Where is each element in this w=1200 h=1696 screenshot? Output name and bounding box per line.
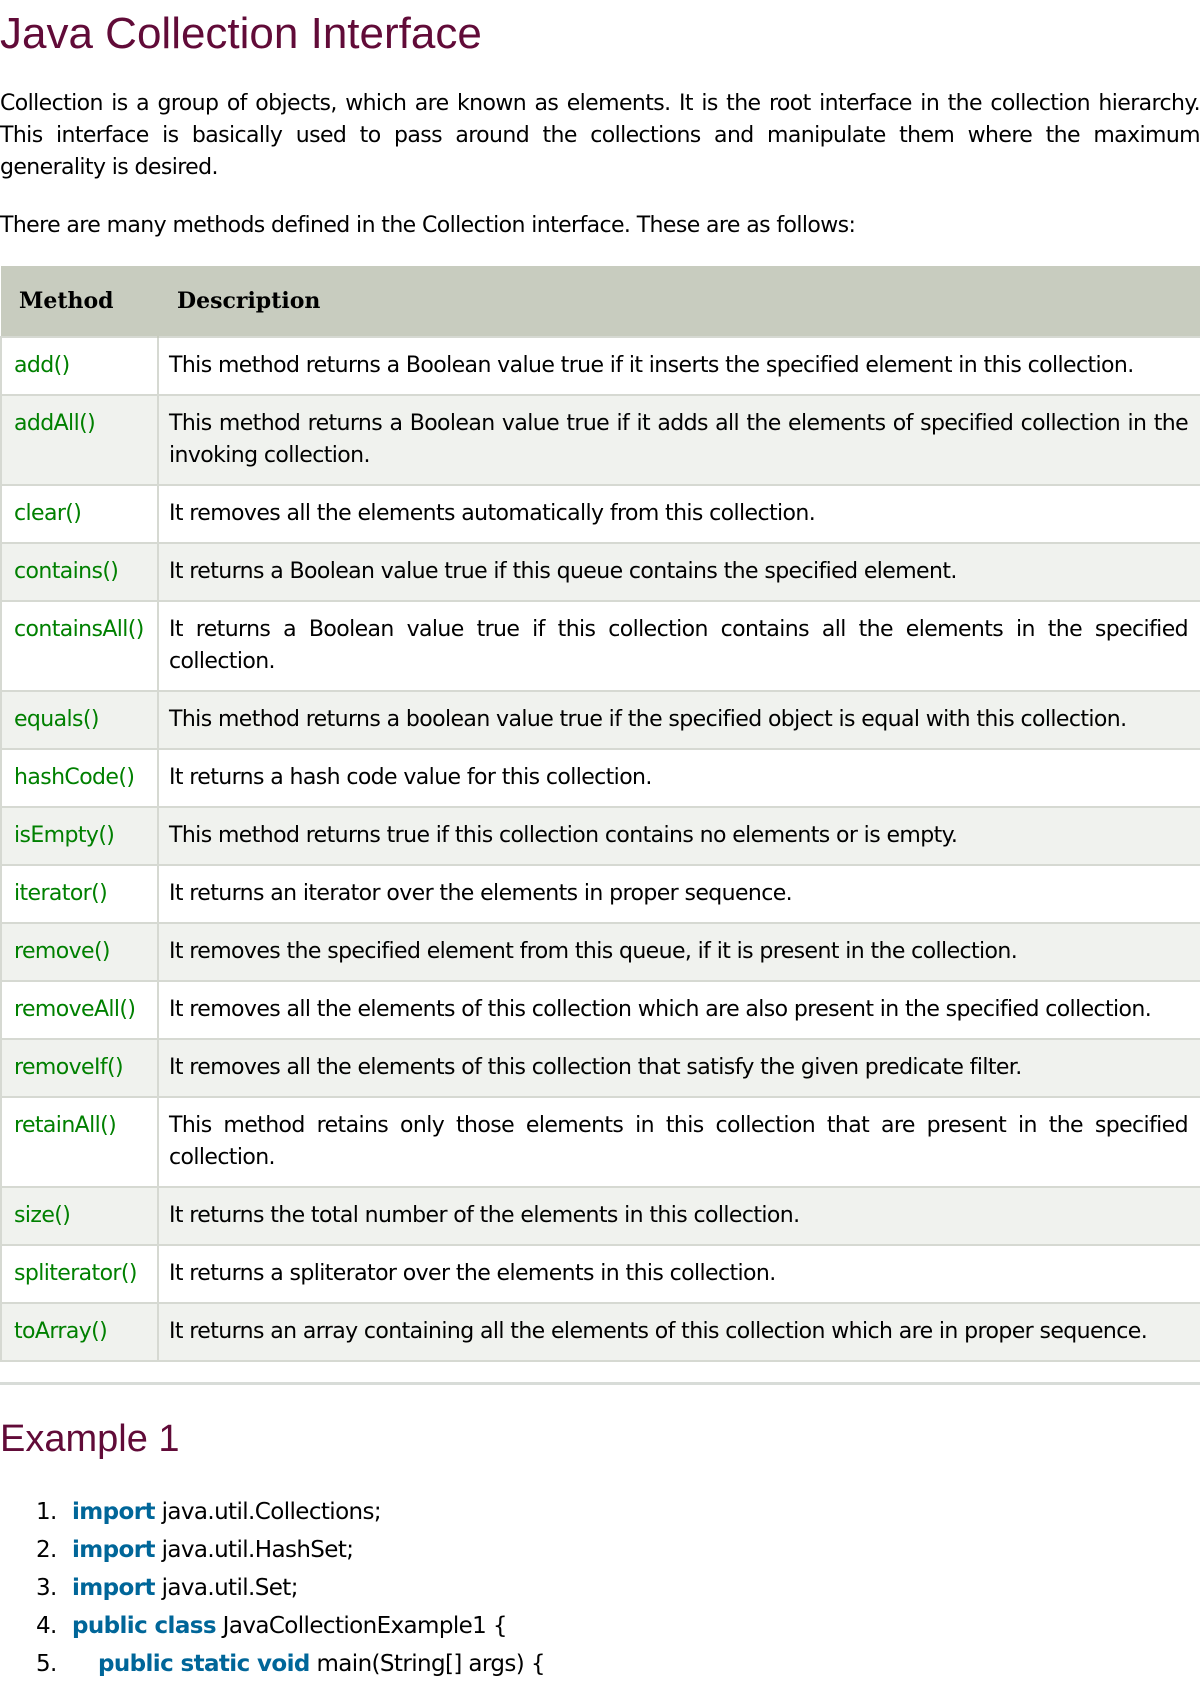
method-description-cell: It removes all the elements of this collection that satisfy the given predicate filter.: [158, 1039, 1200, 1097]
section-divider: [0, 1382, 1200, 1385]
code-text: java.util.HashSet;: [154, 1537, 354, 1563]
method-name-cell: equals(): [1, 691, 158, 749]
method-name-cell: size(): [1, 1187, 158, 1245]
code-keyword: import: [72, 1499, 155, 1525]
method-name-cell: add(): [1, 337, 158, 395]
intro-paragraph: Collection is a group of objects, which are known as elements. It is the root interface in the collection hierarchy. This interface is basically used to pass around the collections and manipulate them where the maximum generality is desired.: [0, 91, 1200, 180]
code-keyword: public static void: [98, 1651, 310, 1677]
code-text: java.util.Set;: [154, 1575, 298, 1601]
table-row: [1, 395, 1200, 485]
code-keyword: import: [72, 1537, 155, 1563]
method-description-cell: It removes the specified element from this queue, if it is present in the collection.: [158, 923, 1200, 981]
code-line: [0, 1493, 1200, 1531]
code-keyword: public class: [72, 1613, 216, 1639]
table-row: [1, 543, 1200, 601]
method-description-cell: This method returns a Boolean value true if it inserts the specified element in this collection.: [158, 337, 1200, 395]
method-description-cell: It returns a Boolean value true if this collection contains all the elements in the specified collection.: [158, 601, 1200, 691]
method-description-cell: This method returns true if this collection contains no elements or is empty.: [158, 807, 1200, 865]
table-row: [1, 1303, 1200, 1361]
table-row: [1, 865, 1200, 923]
table-row: [1, 1187, 1200, 1245]
code-text: java.util.Collections;: [154, 1499, 382, 1525]
method-name-cell: addAll(): [1, 395, 158, 485]
method-name-cell: contains(): [1, 543, 158, 601]
method-description-cell: It returns an array containing all the elements of this collection which are in proper sequence.: [158, 1303, 1200, 1361]
method-name-cell: removeAll(): [1, 981, 158, 1039]
code-line: [0, 1607, 1200, 1645]
method-description-cell: It returns a hash code value for this collection.: [158, 749, 1200, 807]
table-row: [1, 807, 1200, 865]
table-row: [1, 1097, 1200, 1187]
method-name-cell: hashCode(): [1, 749, 158, 807]
method-description-cell: It returns an iterator over the elements in proper sequence.: [158, 865, 1200, 923]
code-line: [0, 1645, 1200, 1683]
method-description-cell: It returns a spliterator over the elements in this collection.: [158, 1245, 1200, 1303]
table-row: [1, 749, 1200, 807]
line-number: 3.: [36, 1575, 57, 1601]
table-header-row: [1, 266, 1200, 337]
method-description-cell: This method returns a boolean value true if the specified object is equal with this collection.: [158, 691, 1200, 749]
method-name-cell: containsAll(): [1, 601, 158, 691]
code-text: main(String[] args) {: [309, 1651, 545, 1677]
methods-table: [0, 266, 1200, 1362]
table-row: [1, 485, 1200, 543]
table-row: [1, 981, 1200, 1039]
column-header-description: Description: [158, 266, 1200, 337]
method-name-cell: remove(): [1, 923, 158, 981]
method-name-cell: removeIf(): [1, 1039, 158, 1097]
method-name-cell: retainAll(): [1, 1097, 158, 1187]
method-name-cell: toArray(): [1, 1303, 158, 1361]
method-description-cell: This method returns a Boolean value true if it adds all the elements of specified collection in the invoking collection.: [158, 395, 1200, 485]
methods-intro-paragraph: There are many methods defined in the Collection interface. These are as follows:: [0, 213, 856, 238]
table-row: [1, 337, 1200, 395]
table-row: [1, 1245, 1200, 1303]
code-keyword: import: [72, 1575, 155, 1601]
line-number: 2.: [36, 1537, 57, 1563]
example-title: Example 1: [0, 1418, 180, 1460]
line-number: 5.: [36, 1651, 57, 1677]
table-row: [1, 923, 1200, 981]
table-row: [1, 1039, 1200, 1097]
method-name-cell: spliterator(): [1, 1245, 158, 1303]
method-description-cell: It returns a Boolean value true if this queue contains the specified element.: [158, 543, 1200, 601]
table-row: [1, 601, 1200, 691]
line-number: 4.: [36, 1613, 57, 1639]
method-description-cell: It removes all the elements automatically from this collection.: [158, 485, 1200, 543]
method-name-cell: isEmpty(): [1, 807, 158, 865]
method-name-cell: iterator(): [1, 865, 158, 923]
code-line: [0, 1531, 1200, 1569]
table-row: [1, 691, 1200, 749]
line-number: 1.: [36, 1499, 57, 1525]
code-line: [0, 1569, 1200, 1607]
method-name-cell: clear(): [1, 485, 158, 543]
column-header-method: Method: [1, 266, 158, 337]
method-description-cell: This method retains only those elements in this collection that are present in the specified collection.: [158, 1097, 1200, 1187]
code-text: JavaCollectionExample1 {: [215, 1613, 507, 1639]
method-description-cell: It returns the total number of the elements in this collection.: [158, 1187, 1200, 1245]
method-description-cell: It removes all the elements of this collection which are also present in the specified collection.: [158, 981, 1200, 1039]
code-listing: [0, 1493, 1200, 1683]
page-title: Java Collection Interface: [0, 9, 482, 58]
